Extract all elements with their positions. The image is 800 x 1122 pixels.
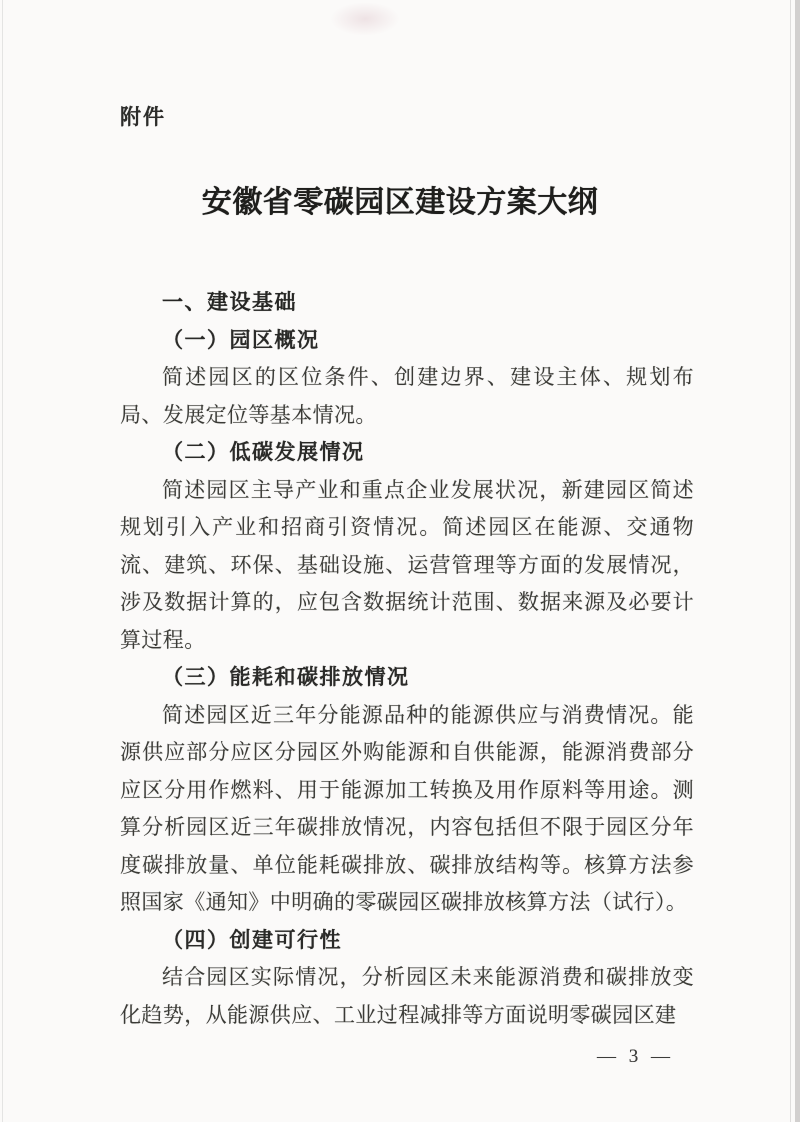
attachment-label: 附件 bbox=[120, 106, 166, 129]
paragraph: 简述园区近三年分能源品种的能源供应与消费情况。能源供应部分应区分园区外购能源和自供能源，能源消费部分应区分用作燃料、用于能源加工转换及用作原料等用途。测算分析园区近三年碳排放情况，内容包括但不限于园区分年度碳排放量、单位能耗碳排放、碳排放结构等。核算方法参照国家《通知》中明确的零碳园区碳排放核算方法（试行）。 bbox=[120, 702, 694, 914]
page-number: — 3 — bbox=[597, 1046, 674, 1067]
sub-heading: （三）能耗和碳排放情况 bbox=[162, 665, 410, 689]
sub-heading: （一）园区概况 bbox=[162, 327, 320, 352]
scan-artifact bbox=[330, 2, 400, 36]
document-body bbox=[120, 284, 694, 1034]
section-heading: 一、建设基础 bbox=[162, 291, 297, 314]
scan-edge-left bbox=[2, 0, 3, 1122]
scan-edge-line bbox=[790, 0, 791, 1122]
sub-heading: （二）低碳发展情况 bbox=[162, 440, 365, 464]
paragraph: 简述园区的区位条件、创建边界、建设主体、规划布局、发展定位等基本情况。 bbox=[120, 365, 694, 427]
paragraph: 简述园区主导产业和重点企业发展状况，新建园区简述规划引入产业和招商引资情况。简述园区在能源、交通物流、建筑、环保、基础设施、运营管理等方面的发展情况，涉及数据计算的，应包含数据统计范围、数据来源及必要计算过程。 bbox=[120, 477, 694, 652]
document-title: 安徽省零碳园区建设方案大纲 bbox=[201, 186, 599, 219]
paragraph: 结合园区实际情况，分析园区未来能源消费和碳排放变化趋势，从能源供应、工业过程减排等方面说明零碳园区建 bbox=[120, 965, 694, 1027]
sub-heading: （四）创建可行性 bbox=[162, 927, 342, 952]
scan-edge-strip bbox=[795, 0, 800, 1122]
